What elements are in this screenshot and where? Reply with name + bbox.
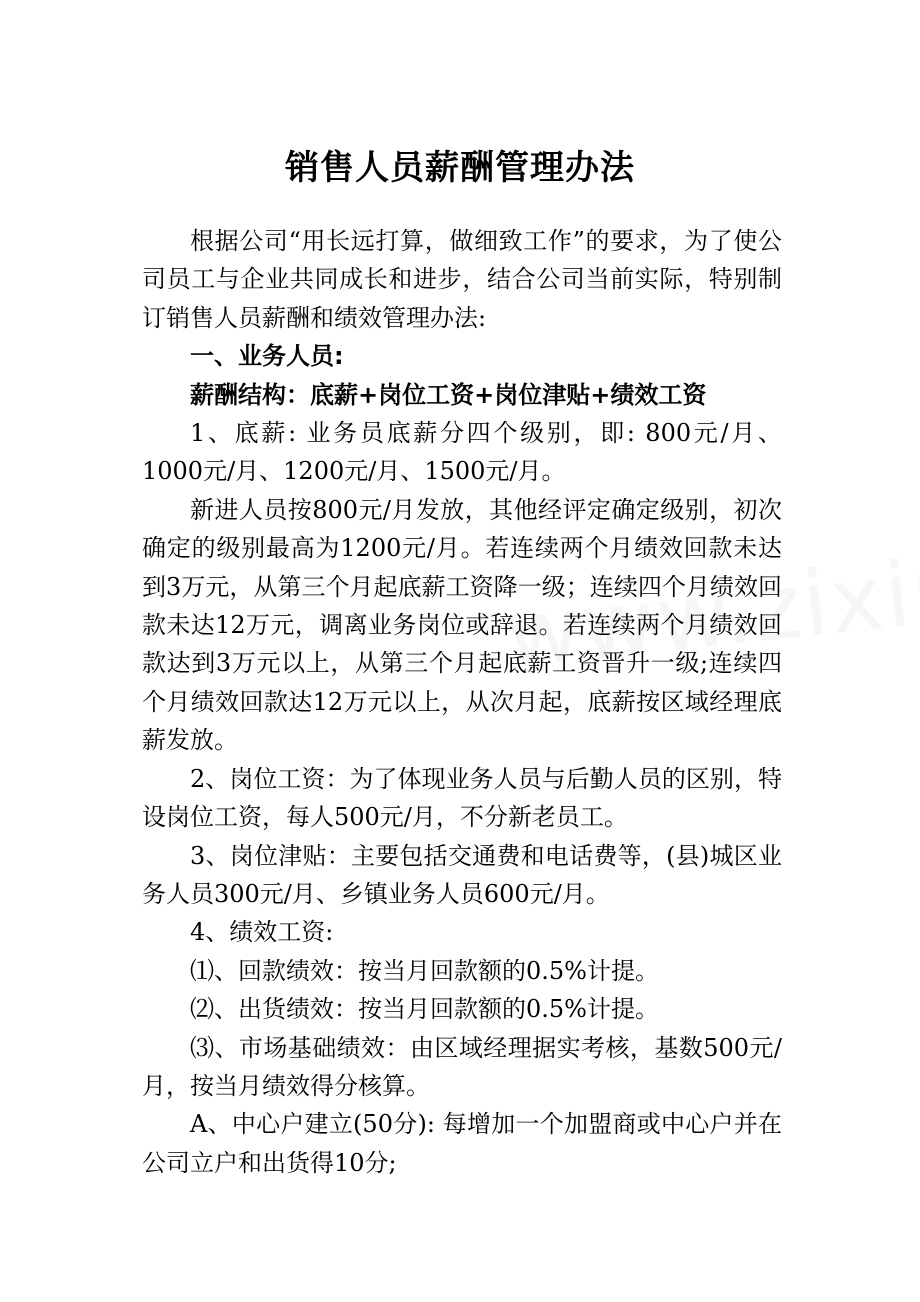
collection-performance-item: ⑴、回款绩效：按当月回款额的0.5%计提。 [190, 956, 659, 985]
document-title: 销售人员薪酬管理办法 [285, 148, 635, 188]
intro-paragraph: 根据公司“用长远打算，做细致工作”的要求，为了使公司员工与企业共同成长和进步，结合公司当前实际，特别制订销售人员薪酬和绩效管理办法: [142, 227, 782, 332]
salary-structure-heading: 薪酬结构：底薪+岗位工资+岗位津贴+绩效工资 [190, 380, 707, 409]
shipment-performance-item: ⑵、出货绩效：按当月回款额的0.5%计提。 [190, 995, 659, 1024]
position-wage-paragraph: 2、岗位工资：为了体现业务人员与后勤人员的区别，特设岗位工资，每人500元/月，不分新老员工。 [142, 764, 782, 832]
position-allowance-paragraph: 3、岗位津贴：主要包括交通费和电话费等，(县)城区业务人员300元/月、乡镇业务人员600元/月。 [142, 841, 782, 908]
market-performance-item: ⑶、市场基础绩效：由区域经理据实考核，基数500元/月，按当月绩效得分核算。 [142, 1033, 782, 1100]
document-body [142, 222, 782, 1182]
section-heading: 一、业务人员: [190, 342, 344, 371]
center-account-item: A、中心户建立(50分): 每增加一个加盟商或中心户并在公司立户和出货得10分; [142, 1110, 782, 1177]
performance-wage-heading: 4、绩效工资: [190, 918, 334, 947]
new-staff-paragraph: 新进人员按800元/月发放，其他经评定确定级别，初次确定的级别最高为1200元/月。若连续两个月绩效回款未达到3万元，从第三个月起底薪工资降一级；连续四个月绩效回款未达12万元，调离业务岗位或辞退。若连续两个月绩效回款达到3万元以上，从第三个月起底薪工资晋升一级;连续四个月绩效回款达12万元以上，从次月起，底薪按区域经理底薪发放。 [142, 495, 782, 755]
base-salary-paragraph: 1、底薪: 业务员底薪分四个级别，即: 800元/月、1000元/月、1200元/月、1500元/月。 [142, 419, 782, 486]
